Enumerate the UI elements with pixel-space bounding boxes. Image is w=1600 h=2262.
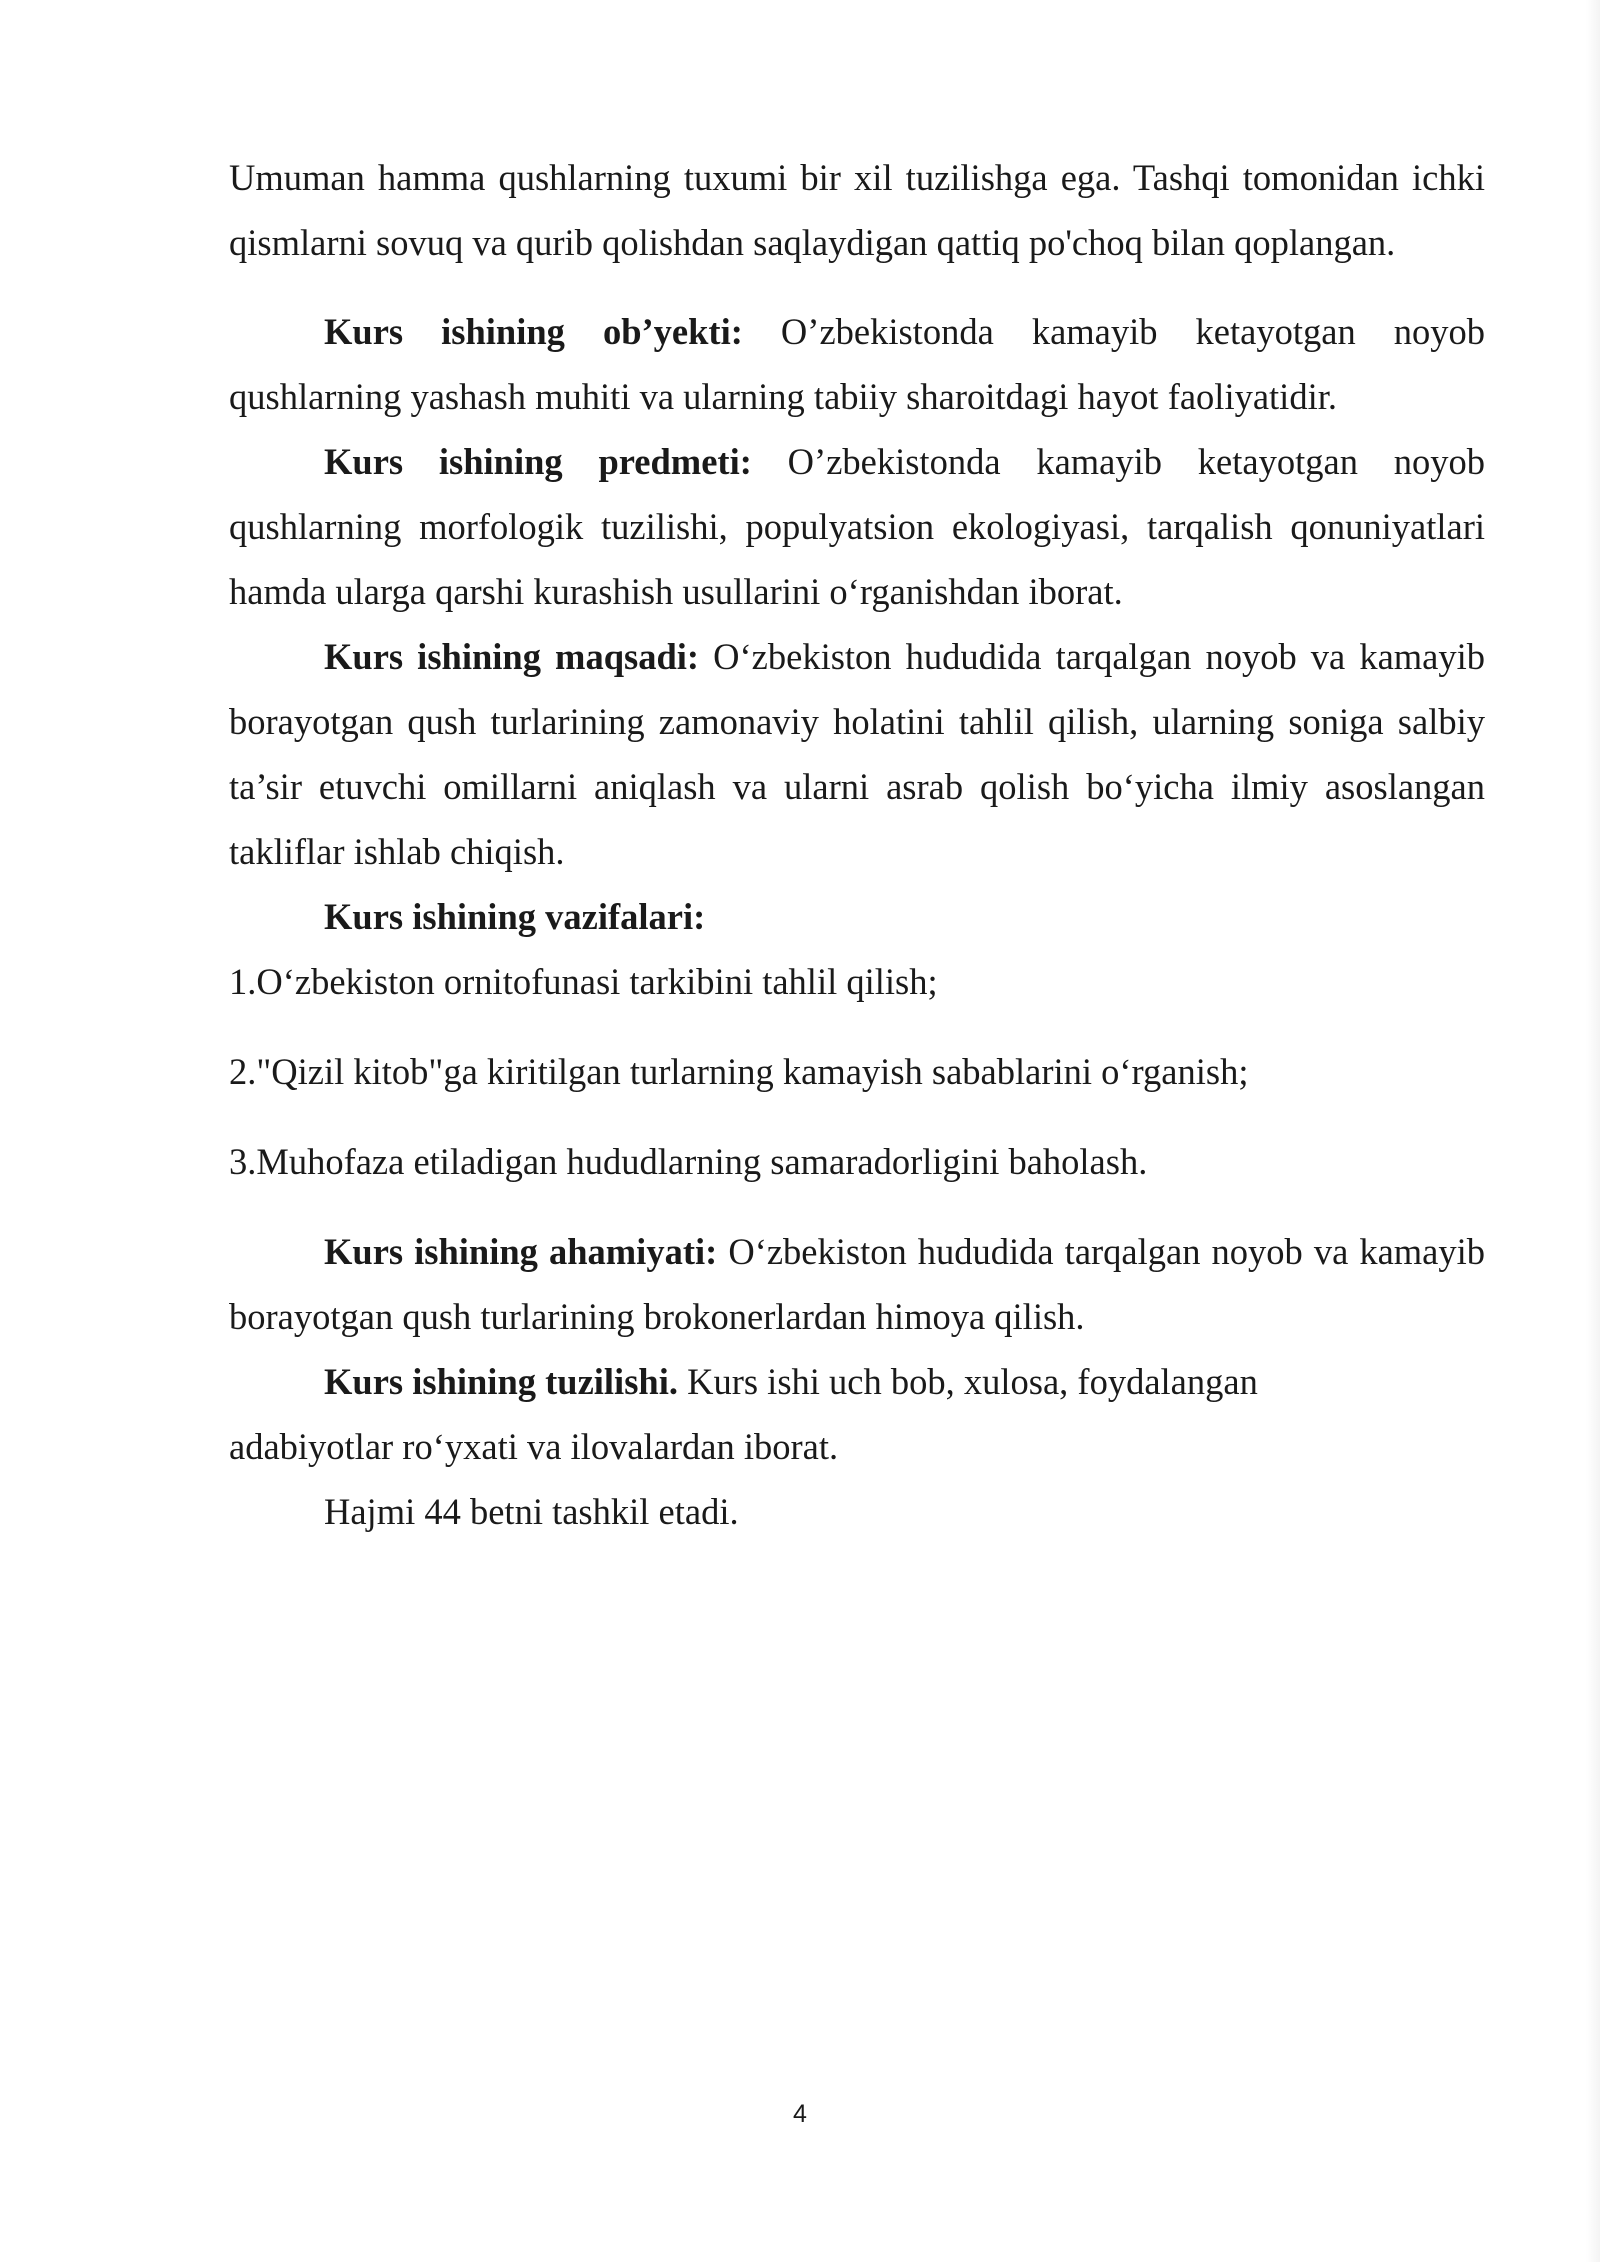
structure-paragraph-line2: adabiyotlar ro‘yxati va ilovalardan iborat. xyxy=(229,1426,839,1467)
task-item-1: 1.O‘zbekiston ornitofunasi tarkibini tahlil qilish; xyxy=(229,961,938,1002)
task-item-3: 3.Muhofaza etiladigan hududlarning samaradorligini baholash. xyxy=(229,1141,1148,1182)
structure-text-line1: Kurs ishi uch bob, xulosa, foydalangan xyxy=(677,1361,1258,1402)
structure-label: Kurs ishining tuzilishi. xyxy=(324,1361,678,1402)
object-paragraph xyxy=(229,299,1485,429)
goal-text: O‘zbekiston hududida tarqalgan noyob va kamayib borayotgan qush turlarining zamonaviy holatini tahlil qilish, ularning soniga salbiy ta’sir etuvchi omillarni aniqlash va ularni asrab qolish bo‘yicha ilmiy asoslangan takliflar ishlab chiqish. xyxy=(229,636,1486,872)
tasks-label: Kurs ishining vazifalari: xyxy=(324,896,706,937)
structure-paragraph-line1 xyxy=(229,1349,1485,1414)
subject-text: O’zbekistonda kamayib ketayotgan noyob qushlarning morfologik tuzilishi, populyatsion ekologiyasi, tarqalish qonuniyatlari hamda ularga qarshi kurashish usullarini o‘rganishdan iborat. xyxy=(229,441,1485,612)
page-number: 4 xyxy=(793,2100,807,2128)
goal-paragraph xyxy=(229,624,1485,884)
object-label: Kurs ishining ob’yekti: xyxy=(324,311,743,352)
task-item-2: 2."Qizil kitob"ga kiritilgan turlarning kamayish sabablarini o‘rganish; xyxy=(229,1051,1249,1092)
volume-paragraph: Hajmi 44 betni tashkil etadi. xyxy=(324,1491,739,1532)
importance-label: Kurs ishining ahamiyati: xyxy=(324,1231,718,1272)
subject-paragraph xyxy=(229,429,1485,624)
goal-label: Kurs ishining maqsadi: xyxy=(324,636,700,677)
subject-label: Kurs ishining predmeti: xyxy=(324,441,752,482)
importance-paragraph xyxy=(229,1219,1485,1349)
page-edge-shadow xyxy=(1586,0,1600,2262)
tasks-heading xyxy=(229,884,1485,949)
page-content xyxy=(229,145,1485,1544)
importance-text: O‘zbekiston hududida tarqalgan noyob va kamayib borayotgan qush turlarining brokonerlardan himoya qilish. xyxy=(229,1231,1485,1337)
object-text: O’zbekistonda kamayib ketayotgan noyob qushlarning yashash muhiti va ularning tabiiy sharoitdagi hayot faoliyatidir. xyxy=(229,311,1485,417)
intro-paragraph: Umuman hamma qushlarning tuxumi bir xil tuzilishga ega. Tashqi tomonidan ichki qismlarni sovuq va qurib qolishdan saqlaydigan qattiq po'choq bilan qoplangan. xyxy=(229,157,1485,263)
